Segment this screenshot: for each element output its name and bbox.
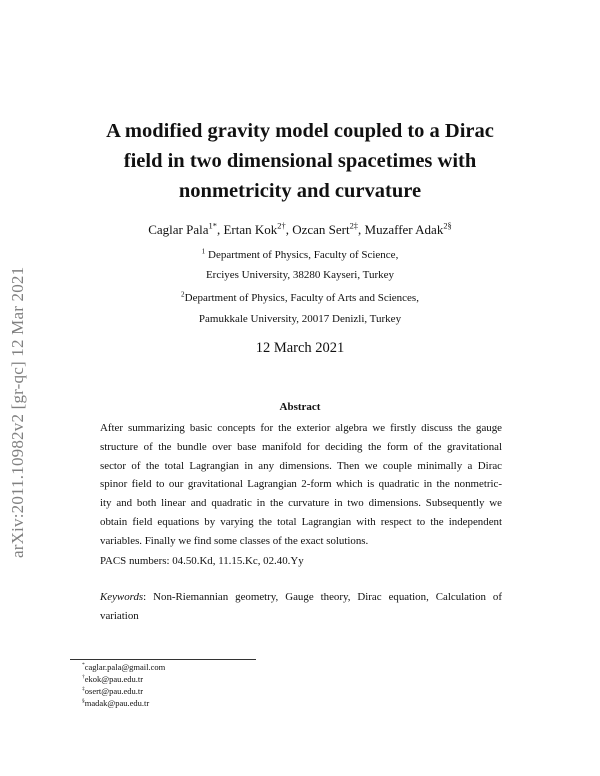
affiliation-text: Department of Physics, Faculty of Science, bbox=[208, 249, 399, 261]
affiliation-line bbox=[0, 249, 600, 261]
author-mark: 2§ bbox=[443, 220, 452, 231]
affiliation-line bbox=[0, 313, 600, 325]
affiliation-text: Department of Physics, Faculty of Arts and Sciences, bbox=[184, 292, 419, 304]
abstract-line: sector of the total Lagrangian in any dimensions. Then we couple minimally a Dirac bbox=[100, 459, 502, 472]
affiliation-line bbox=[0, 292, 600, 304]
footnote-mark: † bbox=[82, 674, 85, 681]
keywords-label: Keywords bbox=[100, 591, 144, 603]
affiliation-mark: 1 bbox=[201, 247, 206, 256]
abstract-line: After summarizing basic concepts for the exterior algebra we firstly discuss the gauge bbox=[100, 422, 502, 434]
footnote-rule bbox=[70, 659, 256, 660]
paper-title bbox=[40, 116, 560, 206]
abstract-line: spinor field to our gravitational Lagrangian 2-form which is quadratic in the nonmetric- bbox=[100, 478, 502, 491]
affiliation-line bbox=[0, 269, 600, 281]
abstract-line: ity and both linear and quadratic in the curvature in two dimensions. Subsequently we bbox=[100, 497, 502, 510]
abstract-heading: Abstract bbox=[279, 401, 321, 413]
paper-date: 12 March 2021 bbox=[255, 340, 345, 356]
footnote bbox=[82, 661, 165, 673]
author-list bbox=[0, 222, 600, 238]
affiliation-text: Erciyes University, 38280 Kayseri, Turkey bbox=[205, 269, 395, 281]
author-mark: 1* bbox=[208, 220, 217, 231]
abstract-body bbox=[100, 419, 502, 551]
title-line: field in two dimensional spacetimes with bbox=[123, 150, 477, 172]
affiliation-mark: 2 bbox=[181, 290, 185, 299]
footnote-email: osert@pau.edu.tr bbox=[84, 686, 144, 696]
title-line: A modified gravity model coupled to a Dirac bbox=[106, 120, 494, 142]
keywords bbox=[100, 588, 502, 626]
footnote-email: madak@pau.edu.tr bbox=[84, 698, 150, 708]
author-name: Ertan Kok bbox=[223, 222, 278, 237]
footnote bbox=[82, 673, 143, 685]
keywords-text: : Non-Riemannian geometry, Gauge theory, Dirac equation, Calculation of variation bbox=[100, 591, 502, 622]
separator: , bbox=[285, 222, 293, 237]
footnote-mark: * bbox=[82, 662, 85, 669]
affiliation-text: Pamukkale University, 20017 Denizli, Turkey bbox=[198, 313, 402, 325]
footnote bbox=[82, 697, 149, 709]
abstract-line: obtain field equations by varying the total Lagrangian with respect to the independent bbox=[100, 515, 502, 528]
separator: , bbox=[358, 222, 365, 237]
separator: , bbox=[216, 222, 224, 237]
author-name: Ozcan Sert bbox=[292, 222, 350, 237]
pacs-numbers: PACS numbers: 04.50.Kd, 11.15.Kc, 02.40.Yy bbox=[100, 555, 304, 567]
footnote bbox=[82, 685, 143, 697]
footnote-email: caglar.pala@gmail.com bbox=[84, 662, 166, 672]
abstract-line: structure of the bundle over base manifold for deciding the form of the gravitational bbox=[100, 440, 502, 453]
footnote-mark: § bbox=[82, 698, 85, 705]
author-name: Caglar Pala bbox=[148, 222, 209, 237]
author-mark: 2‡ bbox=[349, 220, 359, 231]
arxiv-identifier-stamp: arXiv:2011.10982v2 [gr-qc] 12 Mar 2021 bbox=[8, 266, 27, 558]
abstract-line: variables. Finally we find some classes of the exact solutions. bbox=[100, 534, 369, 547]
title-line: nonmetricity and curvature bbox=[178, 180, 422, 202]
footnote-email: ekok@pau.edu.tr bbox=[84, 674, 144, 684]
author-mark: 2† bbox=[277, 220, 286, 231]
author-name: Muzaffer Adak bbox=[364, 222, 444, 237]
footnote-mark: ‡ bbox=[82, 686, 85, 693]
